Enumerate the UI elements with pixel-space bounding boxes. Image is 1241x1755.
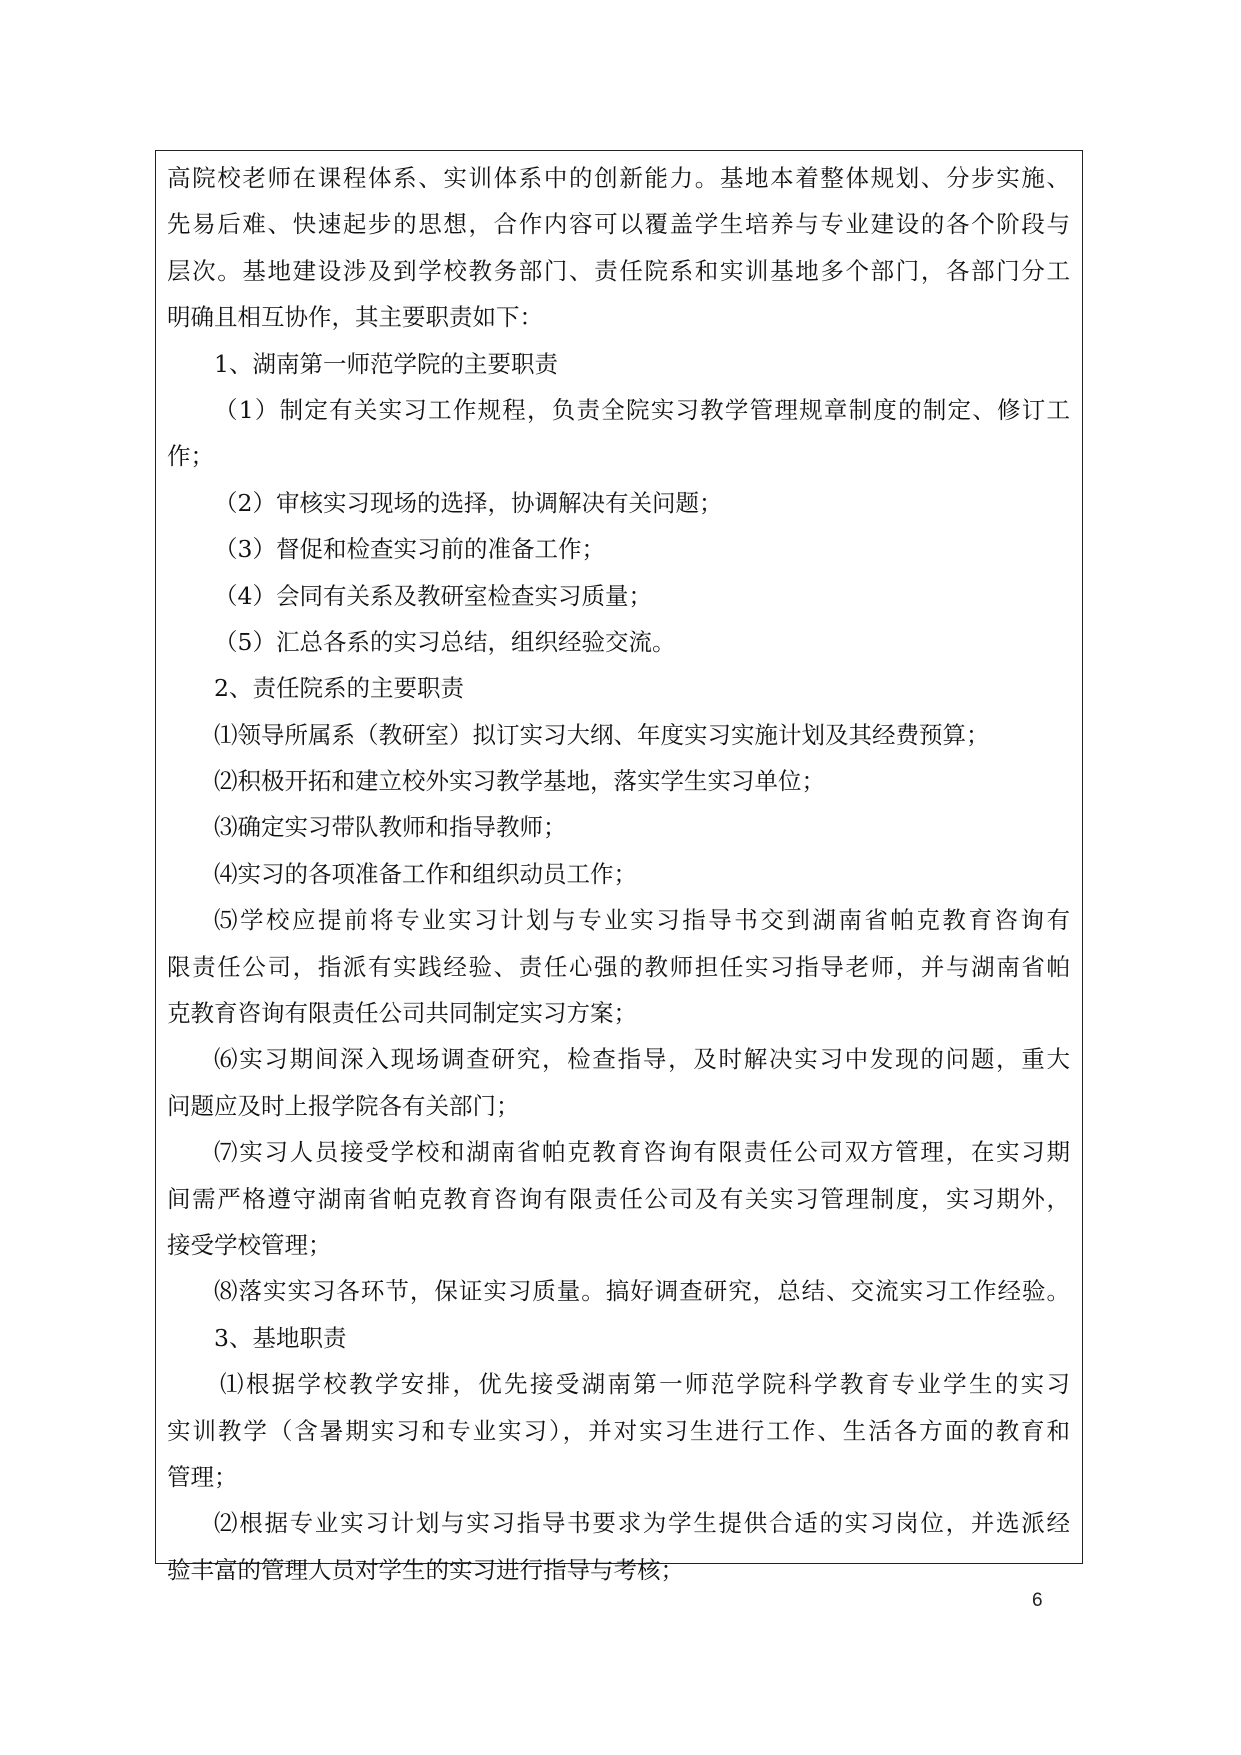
text-line: 接受学校管理； xyxy=(167,1230,332,1259)
list-item: ⑺实习人员接受学校和湖南省帕克教育咨询有限责任公司双方管理，在实习期 xyxy=(214,1138,1070,1167)
section-heading: 2、责任院系的主要职责 xyxy=(214,674,464,703)
list-item: ⑵根据专业实习计划与实习指导书要求为学生提供合适的实习岗位，并选派经 xyxy=(214,1509,1070,1538)
list-item: ⑴根据学校教学安排，优先接受湖南第一师范学院科学教育专业学生的实习 xyxy=(220,1370,1070,1399)
list-item: ⑶确定实习带队教师和指导教师； xyxy=(214,813,567,842)
text-line: 先易后难、快速起步的思想，合作内容可以覆盖学生培养与专业建设的各个阶段与 xyxy=(167,210,1070,239)
list-item: ⑸学校应提前将专业实习计划与专业实习指导书交到湖南省帕克教育咨询有 xyxy=(214,906,1070,935)
text-line: 间需严格遵守湖南省帕克教育咨询有限责任公司及有关实习管理制度，实习期外， xyxy=(167,1184,1070,1213)
section-heading: 1、湖南第一师范学院的主要职责 xyxy=(214,349,558,378)
list-item: ⑻落实实习各环节，保证实习质量。搞好调查研究，总结、交流实习工作经验。 xyxy=(214,1277,1070,1306)
text-line: 实训教学（含暑期实习和专业实习），并对实习生进行工作、生活各方面的教育和 xyxy=(167,1416,1070,1445)
text-line: 克教育咨询有限责任公司共同制定实习方案； xyxy=(167,999,637,1028)
section-heading: 3、基地职责 xyxy=(214,1323,347,1352)
list-item: （4）会同有关系及教研室检查实习质量； xyxy=(214,581,652,610)
text-line: 高院校老师在课程体系、实训体系中的创新能力。基地本着整体规划、分步实施、 xyxy=(167,164,1070,192)
list-item: （3）督促和检查实习前的准备工作； xyxy=(214,535,605,564)
list-item: ⑹实习期间深入现场调查研究，检查指导，及时解决实习中发现的问题，重大 xyxy=(214,1045,1070,1074)
list-item: ⑴领导所属系（教研室）拟订实习大纲、年度实习实施计划及其经费预算； xyxy=(214,720,990,749)
text-line: 管理； xyxy=(167,1462,238,1491)
list-item: （1）制定有关实习工作规程，负责全院实习教学管理规章制度的制定、修订工 xyxy=(214,395,1070,424)
content-table-cell xyxy=(155,150,1083,1584)
list-item: （2）审核实习现场的选择，协调解决有关问题； xyxy=(214,488,723,517)
text-line: 层次。基地建设涉及到学校教务部门、责任院系和实训基地多个部门，各部门分工 xyxy=(167,256,1070,285)
page-number: 6 xyxy=(1032,1590,1043,1611)
text-line: 限责任公司，指派有实践经验、责任心强的教师担任实习指导老师，并与湖南省帕 xyxy=(167,952,1070,981)
text-line: 作； xyxy=(167,442,214,471)
list-item: ⑷实习的各项准备工作和组织动员工作； xyxy=(214,859,637,888)
text-line: 问题应及时上报学院各有关部门； xyxy=(167,1091,520,1120)
text-line: 验丰富的管理人员对学生的实习进行指导与考核； xyxy=(167,1555,684,1584)
list-item: （5）汇总各系的实习总结，组织经验交流。 xyxy=(214,627,676,656)
list-item: ⑵积极开拓和建立校外实习教学基地，落实学生实习单位； xyxy=(214,767,825,796)
text-line: 明确且相互协作，其主要职责如下： xyxy=(167,303,543,332)
